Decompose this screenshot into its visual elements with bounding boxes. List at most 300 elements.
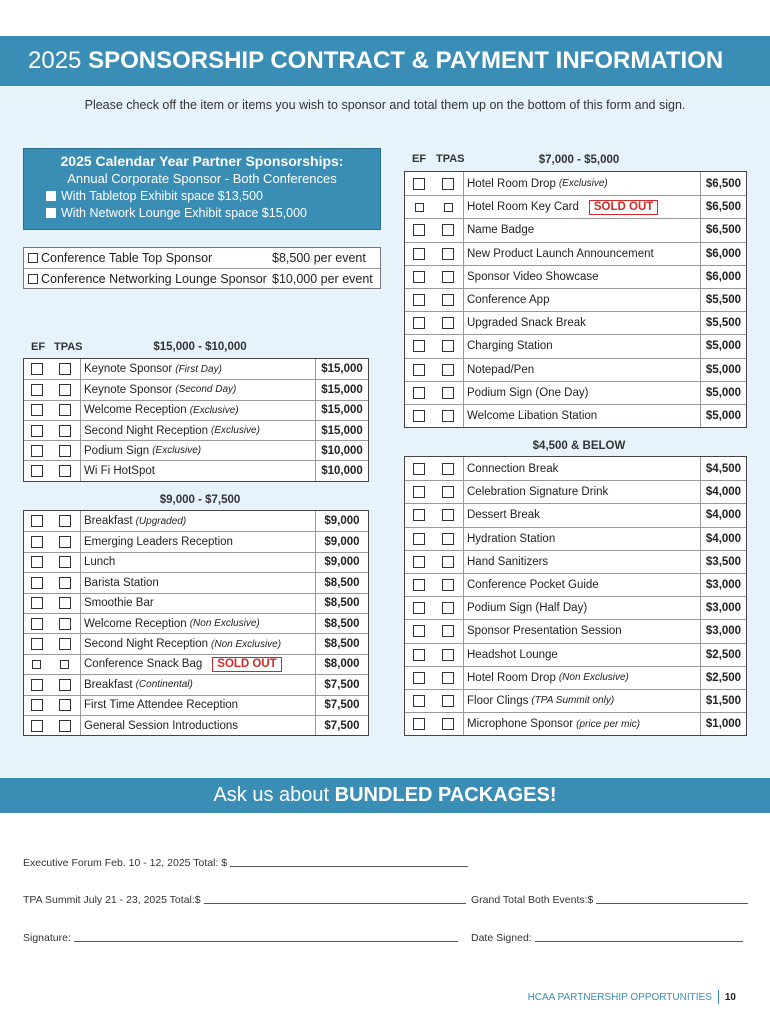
item-price: $15,000 bbox=[321, 424, 363, 437]
ef-checkbox[interactable] bbox=[413, 224, 425, 236]
tpas-checkbox[interactable] bbox=[442, 509, 454, 521]
ef-checkbox[interactable] bbox=[413, 486, 425, 498]
ef-checkbox[interactable] bbox=[31, 597, 43, 609]
item-price: $5,000 bbox=[705, 340, 742, 353]
item-name bbox=[80, 614, 316, 633]
table-row bbox=[405, 265, 746, 288]
ef-total-line[interactable] bbox=[230, 866, 468, 867]
signature-line[interactable] bbox=[74, 941, 458, 942]
item-note: (Exclusive) bbox=[211, 425, 260, 437]
ef-checkbox[interactable] bbox=[415, 203, 424, 212]
page-header bbox=[0, 36, 770, 86]
tpas-checkbox[interactable] bbox=[442, 294, 454, 306]
table-row bbox=[24, 420, 368, 440]
item-name bbox=[463, 405, 701, 427]
item-note: (Exclusive) bbox=[189, 404, 239, 416]
table-row bbox=[24, 440, 368, 460]
table-row bbox=[24, 633, 368, 653]
event-price: $8,500 per event bbox=[272, 251, 366, 265]
item-label: Headshot Lounge bbox=[467, 648, 558, 661]
header-title: SPONSORSHIP CONTRACT & PAYMENT INFORMATION bbox=[88, 47, 724, 74]
item-label: First Time Attendee Reception bbox=[84, 699, 239, 712]
footer-divider bbox=[718, 990, 719, 1004]
table-row bbox=[24, 695, 368, 715]
item-name bbox=[463, 335, 701, 357]
table-row bbox=[24, 552, 368, 572]
tpas-checkbox[interactable] bbox=[442, 672, 454, 684]
item-price: $15,000 bbox=[321, 363, 363, 376]
item-label: Conference Pocket Guide bbox=[467, 579, 599, 592]
table-row bbox=[405, 596, 746, 619]
item-label: Lunch bbox=[84, 556, 116, 569]
item-label: Name Badge bbox=[467, 224, 535, 237]
item-note: (Non Exclusive) bbox=[558, 672, 629, 684]
ef-total-field[interactable]: Executive Forum Feb. 10 - 12, 2025 Total: $ bbox=[23, 857, 468, 869]
sponsor-table-15000-10000 bbox=[23, 358, 369, 482]
ef-checkbox[interactable] bbox=[413, 579, 425, 591]
item-price: $1,000 bbox=[705, 718, 742, 731]
ef-checkbox[interactable] bbox=[413, 718, 425, 730]
event-price: $10,000 per event bbox=[272, 271, 373, 286]
tpas-checkbox[interactable] bbox=[59, 465, 71, 477]
table-row bbox=[405, 358, 746, 381]
item-name bbox=[463, 219, 701, 241]
item-name bbox=[80, 421, 316, 440]
tpas-checkbox[interactable] bbox=[442, 463, 454, 475]
item-label: Upgraded Snack Break bbox=[467, 317, 586, 330]
item-label: Podium Sign bbox=[84, 444, 150, 457]
table-row bbox=[405, 311, 746, 334]
ef-checkbox[interactable] bbox=[413, 248, 425, 260]
table-row bbox=[24, 654, 368, 674]
item-price: $6,500 bbox=[705, 201, 742, 214]
partner-sponsorship-box bbox=[23, 148, 381, 230]
ef-checkbox[interactable] bbox=[413, 509, 425, 521]
tpas-checkbox[interactable] bbox=[442, 248, 454, 260]
tpas-checkbox[interactable] bbox=[59, 597, 71, 609]
table-row bbox=[405, 712, 746, 735]
ef-checkbox[interactable] bbox=[413, 625, 425, 637]
table-row bbox=[24, 613, 368, 633]
item-price: $8,500 bbox=[324, 597, 360, 610]
sponsor-table-9000-7500 bbox=[23, 510, 369, 736]
item-name bbox=[80, 359, 316, 379]
tpas-checkbox[interactable] bbox=[442, 317, 454, 329]
table-row bbox=[405, 404, 746, 427]
item-label: Second Night Reception bbox=[84, 424, 209, 437]
ef-checkbox[interactable] bbox=[31, 425, 43, 437]
col-label-ef: EF bbox=[31, 341, 46, 353]
ef-checkbox[interactable] bbox=[413, 340, 425, 352]
item-price: $6,000 bbox=[705, 247, 742, 260]
tpas-checkbox[interactable] bbox=[59, 577, 71, 589]
tpas-checkbox[interactable] bbox=[442, 602, 454, 614]
tpas-checkbox[interactable] bbox=[59, 638, 71, 650]
item-label: Hotel Room Drop bbox=[467, 671, 556, 684]
item-label: New Product Launch Announcement bbox=[467, 247, 654, 260]
ef-checkbox[interactable] bbox=[31, 384, 43, 396]
table-row bbox=[405, 381, 746, 404]
item-label: Second Night Reception bbox=[84, 638, 209, 651]
table-row bbox=[405, 666, 746, 689]
table-row bbox=[24, 460, 368, 480]
item-name bbox=[80, 716, 316, 735]
partner-option-tabletop[interactable]: With Tabletop Exhibit space $13,500 bbox=[24, 189, 380, 203]
tpas-checkbox[interactable] bbox=[59, 720, 71, 732]
item-price: $4,000 bbox=[705, 509, 742, 522]
event-row-lounge[interactable] bbox=[24, 268, 380, 288]
tpas-checkbox[interactable] bbox=[60, 660, 69, 669]
item-name bbox=[463, 481, 701, 503]
item-label: Welcome Libation Station bbox=[467, 409, 598, 422]
table-row bbox=[24, 572, 368, 592]
item-name bbox=[463, 382, 701, 404]
ef-checkbox[interactable] bbox=[31, 556, 43, 568]
category-title: $15,000 - $10,000 bbox=[153, 341, 247, 353]
tpas-checkbox[interactable] bbox=[59, 425, 71, 437]
item-name bbox=[463, 713, 701, 735]
checkbox[interactable] bbox=[46, 191, 56, 201]
table-row bbox=[405, 503, 746, 526]
item-name bbox=[80, 696, 316, 715]
item-price: $3,000 bbox=[705, 625, 742, 638]
item-note: (Exclusive) bbox=[152, 445, 202, 457]
grand-total-line[interactable] bbox=[596, 903, 748, 904]
item-name bbox=[463, 528, 701, 550]
item-price: $5,500 bbox=[705, 317, 742, 330]
item-price: $5,000 bbox=[705, 386, 742, 399]
item-name bbox=[463, 597, 701, 619]
item-label: Hand Sanitizers bbox=[467, 555, 549, 568]
checkbox[interactable] bbox=[46, 208, 56, 218]
table-row bbox=[405, 573, 746, 596]
item-label: Keynote Sponsor bbox=[84, 363, 173, 376]
table-row bbox=[405, 172, 746, 195]
item-label: Hotel Room Drop bbox=[467, 177, 556, 190]
event-row-tabletop[interactable] bbox=[24, 248, 380, 268]
event-label: Conference Table Top Sponsor bbox=[41, 251, 213, 265]
item-label: Smoothie Bar bbox=[84, 597, 154, 610]
tpas-checkbox[interactable] bbox=[442, 340, 454, 352]
item-price: $10,000 bbox=[321, 444, 363, 457]
ef-checkbox[interactable] bbox=[413, 602, 425, 614]
item-price: $4,500 bbox=[705, 462, 742, 475]
page-footer bbox=[528, 990, 736, 1004]
item-price: $8,000 bbox=[324, 658, 360, 671]
item-name bbox=[463, 667, 701, 689]
tpas-checkbox[interactable] bbox=[59, 699, 71, 711]
ef-checkbox[interactable] bbox=[413, 672, 425, 684]
item-label: Barista Station bbox=[84, 576, 159, 589]
item-price: $7,500 bbox=[324, 678, 360, 691]
table-row bbox=[405, 218, 746, 241]
tpas-checkbox[interactable] bbox=[59, 618, 71, 630]
sold-out-badge: SOLD OUT bbox=[212, 657, 281, 672]
item-note: (Continental) bbox=[135, 679, 193, 691]
item-name bbox=[80, 511, 316, 531]
item-price: $3,000 bbox=[705, 579, 742, 592]
item-note: (TPA Summit only) bbox=[531, 695, 615, 707]
item-note: (Non Exclusive) bbox=[211, 638, 282, 650]
ef-checkbox[interactable] bbox=[31, 445, 43, 457]
item-name bbox=[80, 380, 316, 399]
item-note: (Second Day) bbox=[175, 384, 237, 396]
item-price: $15,000 bbox=[321, 404, 363, 417]
date-signed-line[interactable] bbox=[535, 941, 743, 942]
item-name bbox=[80, 441, 316, 460]
item-note: (Upgraded) bbox=[135, 515, 187, 527]
tpas-checkbox[interactable] bbox=[442, 625, 454, 637]
footer-label: HCAA PARTNERSHIP OPPORTUNITIES bbox=[527, 991, 712, 1003]
category-title: $4,500 & BELOW bbox=[532, 440, 626, 452]
table-row bbox=[24, 674, 368, 694]
category-title: $7,000 - $5,000 bbox=[538, 154, 620, 166]
item-price: $6,000 bbox=[705, 270, 742, 283]
ef-checkbox[interactable] bbox=[31, 618, 43, 630]
ef-checkbox[interactable] bbox=[31, 679, 43, 691]
item-name bbox=[463, 574, 701, 596]
tpas-checkbox[interactable] bbox=[442, 579, 454, 591]
item-label: Notepad/Pen bbox=[467, 363, 535, 376]
table-row bbox=[24, 593, 368, 613]
item-name bbox=[463, 312, 701, 334]
ef-checkbox[interactable] bbox=[31, 536, 43, 548]
item-name bbox=[80, 573, 316, 592]
item-name bbox=[80, 461, 316, 480]
ef-checkbox[interactable] bbox=[413, 364, 425, 376]
item-name bbox=[463, 504, 701, 526]
ef-checkbox[interactable] bbox=[31, 465, 43, 477]
tpas-checkbox[interactable] bbox=[59, 363, 71, 375]
ef-checkbox[interactable] bbox=[31, 515, 43, 527]
tpas-checkbox[interactable] bbox=[442, 695, 454, 707]
ef-checkbox[interactable] bbox=[413, 317, 425, 329]
item-price: $2,500 bbox=[705, 648, 742, 661]
tpas-checkbox[interactable] bbox=[442, 271, 454, 283]
ef-checkbox[interactable] bbox=[413, 271, 425, 283]
checkbox[interactable] bbox=[28, 274, 38, 284]
item-label: Podium Sign (Half Day) bbox=[467, 602, 588, 615]
item-price: $9,000 bbox=[324, 515, 360, 528]
item-price: $1,500 bbox=[705, 694, 742, 707]
tpas-checkbox[interactable] bbox=[59, 679, 71, 691]
table-row bbox=[405, 288, 746, 311]
sponsor-table-4500-below bbox=[404, 456, 747, 736]
item-name bbox=[80, 675, 316, 694]
tpas-checkbox[interactable] bbox=[442, 387, 454, 399]
item-label: Hydration Station bbox=[467, 532, 556, 545]
item-price: $5,000 bbox=[705, 409, 742, 422]
table-row bbox=[24, 379, 368, 399]
table-row bbox=[405, 550, 746, 573]
item-label: Floor Clings bbox=[467, 694, 529, 707]
date-signed-field[interactable]: Date Signed: bbox=[471, 932, 743, 944]
sponsor-table-7000-5000 bbox=[404, 171, 747, 428]
col-label-tpas: TPAS bbox=[54, 341, 83, 353]
table-row bbox=[24, 715, 368, 735]
item-name bbox=[463, 690, 701, 712]
ef-checkbox[interactable] bbox=[413, 463, 425, 475]
tpa-total-field[interactable]: TPA Summit July 21 - 23, 2025 Total:$ bbox=[23, 894, 466, 906]
item-price: $6,500 bbox=[705, 177, 742, 190]
signature-field[interactable]: Signature: bbox=[23, 932, 458, 944]
item-name bbox=[463, 457, 701, 480]
ef-checkbox[interactable] bbox=[413, 294, 425, 306]
page-number: 10 bbox=[724, 991, 736, 1003]
item-price: $8,500 bbox=[324, 638, 360, 651]
item-label: Conference Snack Bag bbox=[84, 658, 203, 671]
table-row bbox=[405, 242, 746, 265]
col-label-tpas: TPAS bbox=[436, 153, 465, 165]
item-label: Breakfast bbox=[84, 515, 133, 528]
item-price: $8,500 bbox=[324, 576, 360, 589]
ef-checkbox[interactable] bbox=[32, 660, 41, 669]
category-title: $9,000 - $7,500 bbox=[159, 494, 241, 506]
partner-title: 2025 Calendar Year Partner Sponsorships: bbox=[60, 153, 344, 169]
item-price: $9,000 bbox=[324, 536, 360, 549]
ef-checkbox[interactable] bbox=[31, 699, 43, 711]
ef-checkbox[interactable] bbox=[31, 720, 43, 732]
item-name bbox=[80, 401, 316, 420]
ef-checkbox[interactable] bbox=[413, 533, 425, 545]
item-label: Breakfast bbox=[84, 678, 133, 691]
instructions: Please check off the item or items you wish to sponsor and total them up on the bottom of this form and sign. bbox=[84, 98, 686, 112]
item-name bbox=[463, 359, 701, 381]
table-row bbox=[24, 400, 368, 420]
item-name bbox=[463, 172, 701, 195]
table-row bbox=[405, 619, 746, 642]
event-sponsor-box bbox=[23, 247, 381, 289]
ef-checkbox[interactable] bbox=[413, 410, 425, 422]
item-label: Celebration Signature Drink bbox=[467, 486, 609, 499]
ef-checkbox[interactable] bbox=[31, 638, 43, 650]
item-price: $5,000 bbox=[705, 363, 742, 376]
tpa-total-line[interactable] bbox=[204, 903, 466, 904]
tpas-checkbox[interactable] bbox=[59, 404, 71, 416]
item-price: $6,500 bbox=[705, 224, 742, 237]
item-label: Welcome Reception bbox=[84, 404, 187, 417]
tpas-checkbox[interactable] bbox=[442, 556, 454, 568]
header-year: 2025 bbox=[28, 47, 82, 74]
item-name bbox=[80, 532, 316, 551]
item-price: $5,500 bbox=[705, 294, 742, 307]
partner-option-lounge[interactable]: With Network Lounge Exhibit space $15,000 bbox=[24, 206, 380, 220]
table-row bbox=[24, 359, 368, 379]
item-name bbox=[80, 594, 316, 613]
table-row bbox=[405, 527, 746, 550]
item-note: (Non Exclusive) bbox=[189, 618, 260, 630]
ef-checkbox[interactable] bbox=[31, 363, 43, 375]
table-row bbox=[405, 195, 746, 218]
item-price: $8,500 bbox=[324, 617, 360, 630]
item-price: $15,000 bbox=[321, 383, 363, 396]
item-price: $9,000 bbox=[324, 556, 360, 569]
tpas-checkbox[interactable] bbox=[59, 445, 71, 457]
item-label: Connection Break bbox=[467, 462, 559, 475]
item-name bbox=[80, 634, 316, 653]
ef-checkbox[interactable] bbox=[413, 695, 425, 707]
item-label: Dessert Break bbox=[467, 509, 540, 522]
sold-out-badge: SOLD OUT bbox=[589, 200, 658, 215]
item-label: Podium Sign (One Day) bbox=[467, 386, 589, 399]
table-row bbox=[405, 643, 746, 666]
tpas-checkbox[interactable] bbox=[442, 533, 454, 545]
tpas-checkbox[interactable] bbox=[442, 224, 454, 236]
ef-checkbox[interactable] bbox=[413, 387, 425, 399]
tpas-checkbox[interactable] bbox=[59, 384, 71, 396]
event-label: Conference Networking Lounge Sponsor bbox=[41, 271, 267, 286]
item-price: $7,500 bbox=[324, 699, 360, 712]
tpas-checkbox[interactable] bbox=[59, 556, 71, 568]
item-name bbox=[463, 644, 701, 666]
table-row bbox=[405, 689, 746, 712]
col-label-ef: EF bbox=[412, 153, 427, 165]
tpas-checkbox[interactable] bbox=[442, 649, 454, 661]
tpas-checkbox[interactable] bbox=[444, 203, 453, 212]
tpas-checkbox[interactable] bbox=[442, 486, 454, 498]
ef-checkbox[interactable] bbox=[413, 556, 425, 568]
tpas-checkbox[interactable] bbox=[59, 536, 71, 548]
item-name bbox=[463, 620, 701, 642]
grand-total-field[interactable]: Grand Total Both Events:$ bbox=[471, 894, 748, 906]
item-label: Conference App bbox=[467, 294, 550, 307]
item-price: $4,000 bbox=[705, 532, 742, 545]
item-price: $3,000 bbox=[705, 602, 742, 615]
item-name bbox=[80, 655, 316, 674]
tpas-checkbox[interactable] bbox=[442, 718, 454, 730]
bundled-packages-banner: Ask us about BUNDLED PACKAGES! bbox=[0, 778, 770, 813]
ef-checkbox[interactable] bbox=[31, 404, 43, 416]
item-name bbox=[463, 551, 701, 573]
tpas-checkbox[interactable] bbox=[442, 364, 454, 376]
ef-checkbox[interactable] bbox=[31, 577, 43, 589]
table-row bbox=[405, 457, 746, 480]
table-row bbox=[405, 480, 746, 503]
item-price: $2,500 bbox=[705, 671, 742, 684]
item-name bbox=[463, 289, 701, 311]
tpas-checkbox[interactable] bbox=[442, 410, 454, 422]
item-label: General Session Introductions bbox=[84, 719, 239, 732]
item-label: Wi Fi HotSpot bbox=[84, 465, 155, 478]
item-label: Keynote Sponsor bbox=[84, 383, 173, 396]
tpas-checkbox[interactable] bbox=[59, 515, 71, 527]
item-label: Hotel Room Key Card bbox=[467, 201, 579, 214]
table-row bbox=[405, 334, 746, 357]
item-label: Microphone Sponsor bbox=[467, 718, 574, 731]
item-label: Sponsor Video Showcase bbox=[467, 270, 599, 283]
item-name bbox=[80, 553, 316, 572]
tpas-checkbox[interactable] bbox=[442, 178, 454, 190]
item-name bbox=[463, 243, 701, 265]
item-label: Emerging Leaders Reception bbox=[84, 536, 233, 549]
item-note: (Exclusive) bbox=[558, 178, 608, 190]
item-label: Sponsor Presentation Session bbox=[467, 625, 622, 638]
checkbox[interactable] bbox=[28, 253, 38, 263]
item-price: $7,500 bbox=[324, 719, 360, 732]
item-price: $10,000 bbox=[321, 465, 363, 478]
ef-checkbox[interactable] bbox=[413, 178, 425, 190]
item-label: Welcome Reception bbox=[84, 617, 187, 630]
item-label: Charging Station bbox=[467, 340, 553, 353]
item-name bbox=[463, 196, 701, 218]
item-price: $3,500 bbox=[705, 555, 742, 568]
item-note: (First Day) bbox=[175, 363, 222, 375]
ef-checkbox[interactable] bbox=[413, 649, 425, 661]
item-name bbox=[463, 266, 701, 288]
item-note: (price per mic) bbox=[576, 718, 641, 730]
item-price: $4,000 bbox=[705, 486, 742, 499]
table-row bbox=[24, 531, 368, 551]
